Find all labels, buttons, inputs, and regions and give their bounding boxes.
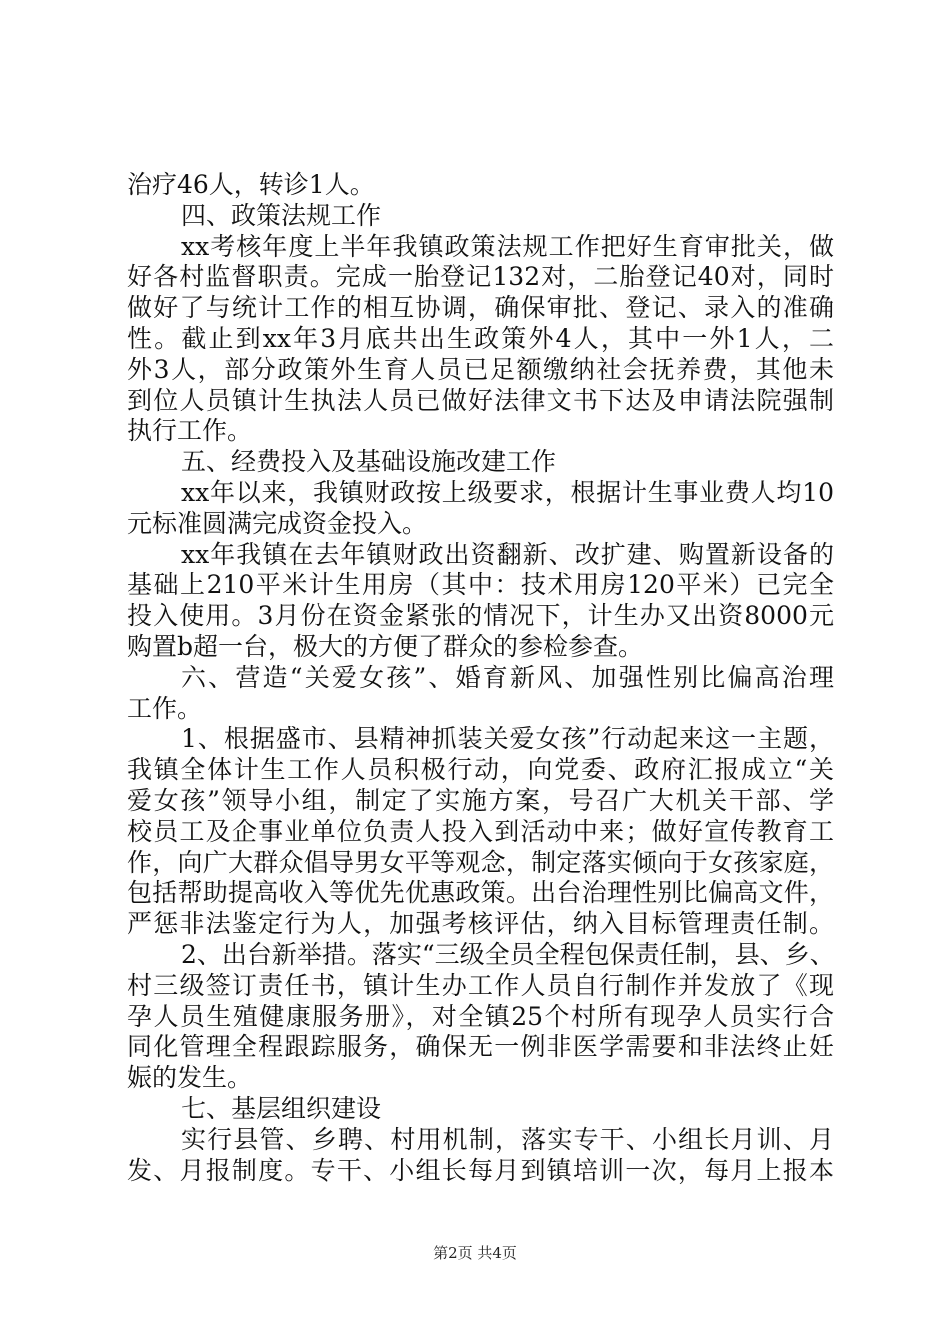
text-line: xx年我镇在去年镇财政出资翻新、改扩建、购置新设备的 [181,539,834,569]
text-line: 购置b超一台，极大的方便了群众的参检参查。 [127,631,644,661]
document-body [127,170,834,1186]
text-line: 2、出台新举措。落实“三级全员全程包保责任制，县、乡、 [181,939,835,969]
text-line: 到位人员镇计生执法人员已做好法律文书下达及申请法院强制 [127,385,834,415]
text-line: 同化管理全程跟踪服务，确保无一例非医学需要和非法终止妊 [127,1032,834,1062]
text-line: xx年以来，我镇财政按上级要求，根据计生事业费人均10 [181,477,834,507]
text-line: xx考核年度上半年我镇政策法规工作把好生育审批关，做 [181,231,834,261]
text-line: 基础上210平米计生用房（其中：技术用房120平米）已完全 [127,570,834,600]
text-line: 孕人员生殖健康服务册》，对全镇25个村所有现孕人员实行合 [127,1001,834,1031]
text-line: 发、月报制度。专干、小组长每月到镇培训一次，每月上报本 [127,1155,834,1185]
page-number-footer: 第2页 共4页 [433,1244,517,1262]
text-line: 我镇全体计生工作人员积极行动，向党委、政府汇报成立“关 [127,755,834,785]
text-line: 娠的发生。 [127,1063,253,1093]
text-line: 投入使用。3月份在资金紧张的情况下，计生办又出资8000元 [127,601,834,631]
text-line: 四、政策法规工作 [181,200,382,230]
text-line: 治疗46人，转诊1人。 [127,170,375,199]
text-line: 1、根据盛市、县精神抓装关爱女孩”行动起来这一主题， [181,724,834,754]
text-line: 好各村监督职责。完成一胎登记132对，二胎登记40对，同时 [127,262,834,292]
text-line: 村三级签订责任书，镇计生办工作人员自行制作并发放了《现 [127,970,834,1000]
text-line: 做好了与统计工作的相互协调，确保审批、登记、录入的准确 [127,293,834,323]
text-line: 元标准圆满完成资金投入。 [127,508,428,538]
text-line: 外3人，部分政策外生育人员已足额缴纳社会抚养费，其他未 [127,354,834,384]
text-line: 严惩非法鉴定行为人，加强考核评估，纳入目标管理责任制。 [127,909,834,939]
text-line: 执行工作。 [127,416,253,446]
text-line: 五、经费投入及基础设施改建工作 [181,447,557,477]
text-line: 作，向广大群众倡导男女平等观念，制定落实倾向于女孩家庭， [127,847,834,877]
text-line: 包括帮助提高收入等优先优惠政策。出台治理性别比偏高文件， [127,878,834,908]
text-line: 六、营造“关爱女孩”、婚育新风、加强性别比偏高治理 [181,662,834,692]
text-line: 性。截止到xx年3月底共出生政策外4人，其中一外1人，二 [127,323,834,353]
text-line: 工作。 [127,693,203,723]
text-line: 实行县管、乡聘、村用机制，落实专干、小组长月训、月 [181,1124,834,1154]
text-line: 校员工及企事业单位负责人投入到活动中来；做好宣传教育工 [127,816,834,846]
text-line: 爱女孩”领导小组，制定了实施方案，号召广大机关干部、学 [127,785,834,815]
text-line: 七、基层组织建设 [181,1093,382,1123]
